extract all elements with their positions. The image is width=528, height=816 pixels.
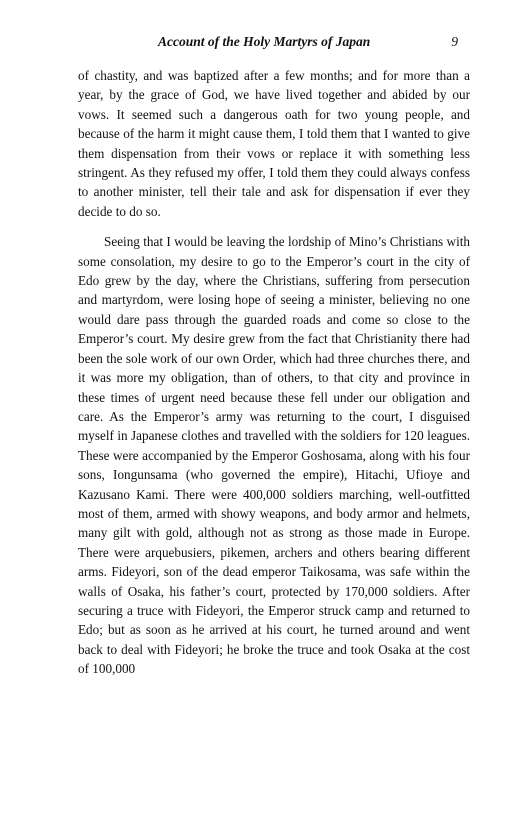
- running-header: [78, 34, 470, 54]
- running-title: Account of the Holy Martyrs of Japan: [158, 34, 371, 49]
- paragraph: Seeing that I would be leaving the lordship of Mino’s Christians with some consolation, my desire to go to the Emperor’s court in the city of Edo grew by the day, where the Christians, suffering from persecution and martyrdom, were losing hope of seeing a minister, believing no one would dare pass through the guarded roads and come so close to the Emperor’s court. My desire grew from the fact that Christianity there had been the sole work of our own Order, which had three churches there, and it was more my obligation, than of others, to that city and province in these times of urgent need because these fell under our obligation and care. As the Emperor’s army was returning to the court, I disguised myself in Japanese clothes and travelled with the soldiers for 120 leagues. These were accompanied by the Emperor Goshosama, along with his four sons, Iongunsama (who governed the empire), Hitachi, Ufioye and Kazusano Kami. There were 400,000 soldiers marching, well-outfitted most of them, armed with showy weapons, and body armor and helmets, many gilt with gold, although not as strong as those made in Europe. There were arquebusiers, pikemen, archers and others bearing different arms. Fideyori, son of the dead emperor Taikosama, was safe within the walls of Osaka, his father’s court, protected by 170,000 soldiers. After securing a truce with Fideyori, the Emperor struck camp and returned to Edo; but as soon as he arrived at his court, he turned around and went back to deal with Fideyori; he broke the truce and took Osaka at the cost of 100,000: [78, 234, 470, 677]
- paragraph-continued: of chastity, and was baptized after a few months; and for more than a year, by the grace of God, we have lived together and abided by our vows. It seemed such a dangerous oath for two young people, and because of the harm it might cause them, I told them that I wanted to give them dispensation from their vows or replace it with something less stringent. As they refused my offer, I told them they could always confess to another minister, tell their tale and ask for dispensation if ever they decide to do so.: [78, 68, 470, 219]
- body-text: [78, 66, 470, 679]
- page-number: 9: [451, 34, 458, 49]
